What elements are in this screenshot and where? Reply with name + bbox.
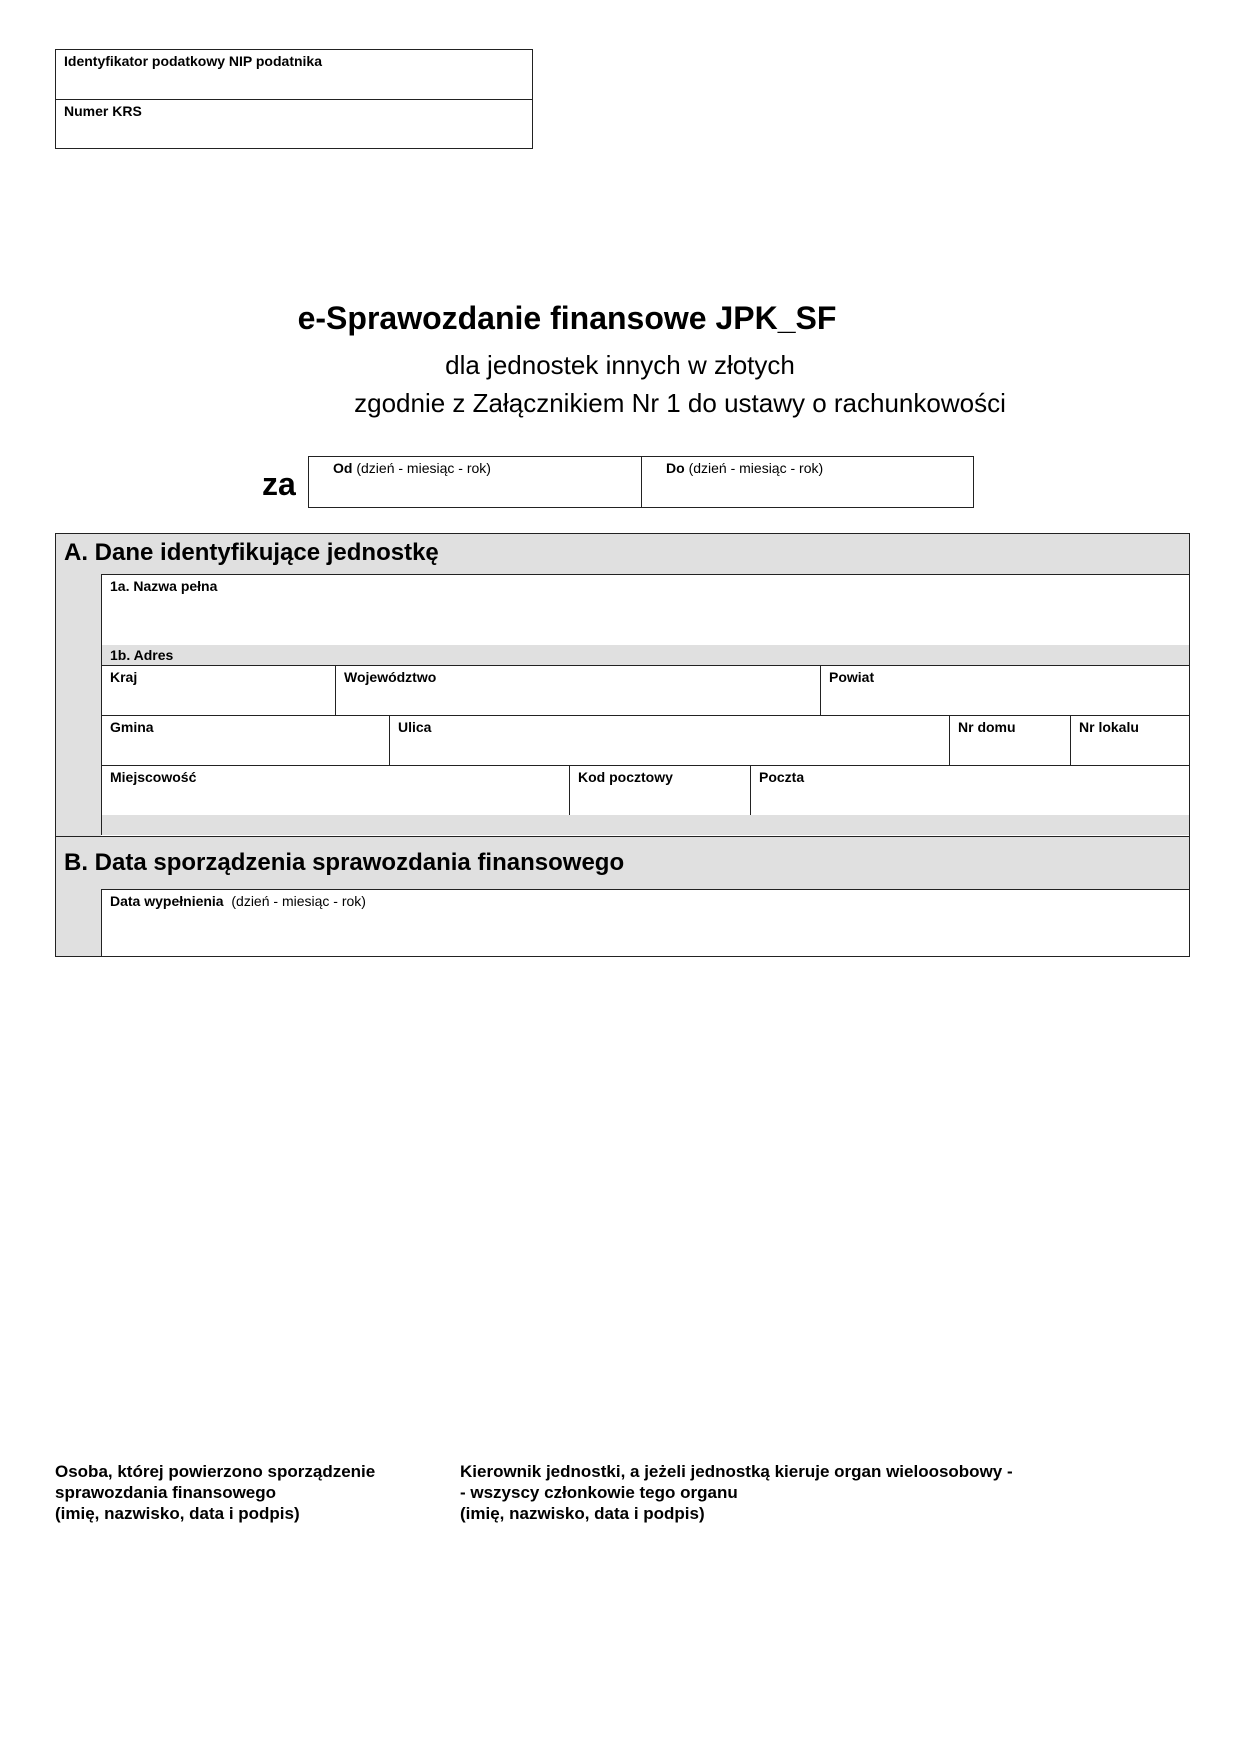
- date-filled-field[interactable]: [101, 889, 1189, 956]
- period-from-label-wrap: [333, 460, 491, 476]
- post-office-label: Poczta: [759, 769, 805, 785]
- period-prefix: za: [262, 466, 296, 502]
- period-to-label: Do: [666, 460, 685, 476]
- flat-no-label: Nr lokalu: [1079, 719, 1139, 735]
- postal-code-field[interactable]: [569, 765, 751, 816]
- section-b: [55, 836, 1190, 957]
- voivodeship-field[interactable]: [335, 665, 821, 716]
- date-filled-label-wrap: [110, 893, 366, 909]
- nip-label: Identyfikator podatkowy NIP podatnika: [64, 53, 323, 69]
- signature-preparer-line-1: Osoba, której powierzono sporządzenie: [55, 1462, 376, 1481]
- full-name-input[interactable]: [110, 619, 1181, 641]
- period-from-label: Od: [333, 460, 353, 476]
- nip-input[interactable]: [64, 74, 524, 96]
- country-field[interactable]: [101, 665, 336, 716]
- voivodeship-label: Województwo: [344, 669, 437, 685]
- flat-no-field[interactable]: [1070, 715, 1189, 766]
- subtitle-law: zgodnie z Załącznikiem Nr 1 do ustawy o rachunkowości: [354, 388, 1006, 418]
- signature-management: [460, 1461, 1013, 1524]
- county-label: Powiat: [829, 669, 875, 685]
- signature-preparer: [55, 1461, 375, 1524]
- date-filled-hint: (dzień - miesiąc - rok): [231, 893, 366, 909]
- subtitle-currency: dla jednostek innych w złotych: [445, 350, 795, 380]
- period-from-hint: (dzień - miesiąc - rok): [356, 460, 491, 476]
- taxpayer-id-box: [55, 49, 533, 149]
- house-no-label: Nr domu: [958, 719, 1016, 735]
- krs-input[interactable]: [64, 123, 524, 145]
- nip-field[interactable]: [56, 50, 532, 100]
- signature-management-line-3: (imię, nazwisko, data i podpis): [460, 1504, 705, 1523]
- signature-preparer-line-3: (imię, nazwisko, data i podpis): [55, 1504, 300, 1523]
- section-b-title: B. Data sporządzenia sprawozdania finansowego: [64, 849, 625, 876]
- signature-preparer-line-2: sprawozdania finansowego: [55, 1483, 277, 1502]
- commune-field[interactable]: [101, 715, 390, 766]
- section-a: [55, 533, 1190, 838]
- city-field[interactable]: [101, 765, 570, 816]
- period-to-input[interactable]: [650, 481, 965, 503]
- full-name-field[interactable]: [101, 574, 1189, 646]
- county-field[interactable]: [820, 665, 1189, 716]
- full-name-label: 1a. Nazwa pełna: [110, 578, 218, 594]
- page-title: e-Sprawozdanie finansowe JPK_SF: [297, 300, 837, 336]
- date-filled-label: Data wypełnienia: [110, 893, 224, 909]
- krs-label: Numer KRS: [64, 103, 142, 119]
- street-label: Ulica: [398, 719, 432, 735]
- period-from-field[interactable]: [309, 457, 641, 507]
- country-label: Kraj: [110, 669, 138, 685]
- house-no-field[interactable]: [949, 715, 1071, 766]
- period-from-input[interactable]: [317, 481, 633, 503]
- section-a-footer-strip: [101, 815, 1189, 835]
- date-filled-input[interactable]: [110, 930, 1181, 952]
- period-box: [308, 456, 974, 508]
- section-a-header: [56, 534, 1189, 574]
- period-to-label-wrap: [666, 460, 823, 476]
- krs-field[interactable]: [56, 99, 532, 149]
- section-b-sidebar: [56, 889, 101, 956]
- commune-label: Gmina: [110, 719, 154, 735]
- address-header: [101, 645, 1189, 666]
- period-to-hint: (dzień - miesiąc - rok): [688, 460, 824, 476]
- section-a-title: A. Dane identyfikujące jednostkę: [64, 539, 439, 566]
- post-office-field[interactable]: [750, 765, 1189, 816]
- postal-code-label: Kod pocztowy: [578, 769, 673, 785]
- address-label: 1b. Adres: [110, 647, 174, 663]
- section-b-header: [56, 837, 1189, 889]
- city-label: Miejscowość: [110, 769, 197, 785]
- section-a-sidebar: [56, 574, 101, 837]
- signature-management-line-2: - wszyscy członkowie tego organu: [460, 1483, 738, 1502]
- period-to-field[interactable]: [641, 457, 973, 507]
- street-field[interactable]: [389, 715, 950, 766]
- signature-management-line-1: Kierownik jednostki, a jeżeli jednostką kieruje organ wieloosobowy -: [460, 1462, 1013, 1481]
